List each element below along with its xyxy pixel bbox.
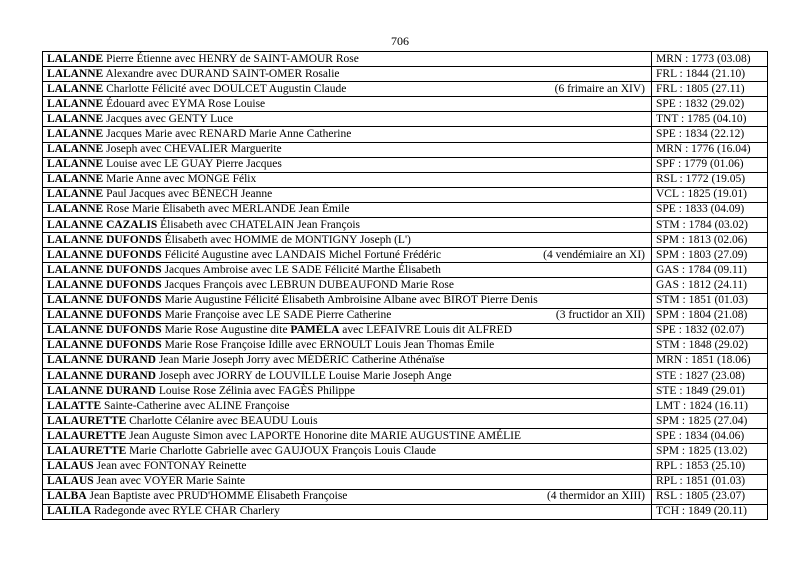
entry-cell xyxy=(43,112,652,127)
republican-date-note: (4 vendémiaire an XI) xyxy=(543,248,645,261)
reference-cell: SPM : 1803 (27.09) xyxy=(652,248,768,263)
entry-text: Charlotte Célanire avec BEAUDU Louis xyxy=(129,414,318,427)
entry-line xyxy=(47,113,647,126)
entry-names xyxy=(47,188,272,201)
entry-text: Sainte-Catherine avec ALINE Françoise xyxy=(103,399,290,412)
entry-names xyxy=(47,53,359,66)
reference-cell: FRL : 1805 (27.11) xyxy=(652,82,768,97)
entry-text: Élisabeth avec HOMME de MONTIGNY Joseph (L') xyxy=(164,233,411,246)
entry-names xyxy=(47,309,391,322)
surname: LALANNE DURAND xyxy=(47,384,156,397)
entry-names xyxy=(47,339,494,352)
entry-names xyxy=(47,370,452,383)
republican-date-note: (4 thermidor an XIII) xyxy=(546,490,645,503)
table-row xyxy=(43,384,768,399)
reference-cell: SPM : 1825 (13.02) xyxy=(652,444,768,459)
entry-line xyxy=(47,158,647,171)
surname: LALANNE xyxy=(47,82,104,95)
entry-cell xyxy=(43,429,652,444)
table-row xyxy=(43,504,768,519)
reference-cell: GAS : 1812 (24.11) xyxy=(652,278,768,293)
entry-line xyxy=(47,203,647,216)
reference-cell: TCH : 1849 (20.11) xyxy=(652,504,768,519)
entry-cell xyxy=(43,338,652,353)
entry-names xyxy=(47,234,411,247)
entry-text: Marie Charlotte Gabrielle avec GAUJOUX François Louis Claude xyxy=(129,444,437,457)
entry-text: Jean Auguste Simon avec LAPORTE Honorine dite MARIE AUGUSTINE AMÉLIE xyxy=(129,429,521,442)
entry-names xyxy=(47,415,318,428)
surname: LALANNE CAZALIS xyxy=(47,218,158,231)
surname: LALANNE DUFONDS xyxy=(47,248,162,261)
surname: LALANDE xyxy=(47,52,104,65)
surname: LALANNE xyxy=(47,128,104,141)
surname: LALBA xyxy=(47,490,87,503)
entry-text: Jacques avec GENTY Luce xyxy=(106,112,234,125)
entry-cell xyxy=(43,278,652,293)
entry-cell xyxy=(43,248,652,263)
entry-text: Charlotte Félicité avec DOULCET Augustin Claude xyxy=(106,82,347,95)
entry-text: Édouard avec EYMA Rose Louise xyxy=(106,97,266,110)
entry-line xyxy=(47,83,647,96)
entry-names xyxy=(47,173,256,186)
entry-line xyxy=(47,279,647,292)
surname: LALANNE xyxy=(47,143,104,156)
republican-date-note: (3 fructidor an XII) xyxy=(555,309,645,322)
entry-names xyxy=(47,445,436,458)
entry-text: Radegonde avec RYLE CHAR Charlery xyxy=(93,505,280,518)
entry-text: Paul Jacques avec BÉNECH Jeanne xyxy=(106,188,273,201)
table-row xyxy=(43,142,768,157)
table-row xyxy=(43,233,768,248)
entry-text: Jean Baptiste avec PRUD'HOMME Élisabeth Françoise xyxy=(89,490,348,503)
reference-cell: SPE : 1832 (29.02) xyxy=(652,97,768,112)
entry-names xyxy=(47,279,454,292)
entry-line xyxy=(47,219,647,232)
reference-cell: FRL : 1844 (21.10) xyxy=(652,67,768,82)
reference-cell: MRN : 1773 (03.08) xyxy=(652,52,768,67)
entry-cell xyxy=(43,459,652,474)
reference-cell: SPE : 1833 (04.09) xyxy=(652,202,768,217)
entry-cell xyxy=(43,399,652,414)
surname: LALANNE xyxy=(47,158,104,171)
entry-cell xyxy=(43,82,652,97)
surname: LALANNE DUFONDS xyxy=(47,233,162,246)
surname: LALANNE DUFONDS xyxy=(47,263,162,276)
table-row xyxy=(43,278,768,293)
surname: LALATTE xyxy=(47,399,102,412)
surname: LALAURETTE xyxy=(47,429,127,442)
entry-line xyxy=(47,98,647,111)
entry-line xyxy=(47,173,647,186)
entry-line xyxy=(47,53,647,66)
reference-cell: RPL : 1853 (25.10) xyxy=(652,459,768,474)
entry-text: Louise avec LE GUAY Pierre Jacques xyxy=(106,158,282,171)
entry-cell xyxy=(43,127,652,142)
surname: LALANNE DURAND xyxy=(47,369,156,382)
table-row xyxy=(43,112,768,127)
surname: LALANNE xyxy=(47,173,104,186)
entry-cell xyxy=(43,444,652,459)
reference-cell: GAS : 1784 (09.11) xyxy=(652,263,768,278)
page-number: 706 xyxy=(391,34,409,48)
entry-cell xyxy=(43,202,652,217)
table-row xyxy=(43,52,768,67)
table-row xyxy=(43,489,768,504)
surname: LALAURETTE xyxy=(47,444,127,457)
table-row xyxy=(43,444,768,459)
surname: LALANNE xyxy=(47,67,104,80)
table-row xyxy=(43,263,768,278)
entry-line xyxy=(47,68,647,81)
reference-cell: SPM : 1825 (27.04) xyxy=(652,414,768,429)
entry-names xyxy=(47,249,441,262)
reference-cell: TNT : 1785 (04.10) xyxy=(652,112,768,127)
table-row xyxy=(43,474,768,489)
surname: LALANNE DUFONDS xyxy=(47,294,162,307)
entry-names xyxy=(47,264,441,277)
entry-names xyxy=(47,460,247,473)
reference-cell: STM : 1848 (29.02) xyxy=(652,338,768,353)
table-row xyxy=(43,323,768,338)
table-row xyxy=(43,187,768,202)
reference-cell: SPF : 1779 (01.06) xyxy=(652,157,768,172)
entry-cell xyxy=(43,489,652,504)
entry-cell xyxy=(43,353,652,368)
entry-names xyxy=(47,400,290,413)
entry-cell xyxy=(43,233,652,248)
entry-cell xyxy=(43,172,652,187)
reference-cell: VCL : 1825 (19.01) xyxy=(652,187,768,202)
table-row xyxy=(43,202,768,217)
reference-cell: SPE : 1832 (02.07) xyxy=(652,323,768,338)
table-row xyxy=(43,414,768,429)
entry-line xyxy=(47,249,647,262)
reference-cell: STM : 1851 (01.03) xyxy=(652,293,768,308)
entry-line xyxy=(47,385,647,398)
entry-text: Jean Marie Joseph Jorry avec MÉDÉRIC Catherine Athénaïse xyxy=(158,354,445,367)
table-row xyxy=(43,218,768,233)
table-row xyxy=(43,172,768,187)
entry-text: Joseph avec JORRY de LOUVILLE Louise Marie Joseph Ange xyxy=(158,369,452,382)
surname: LALANNE DUFONDS xyxy=(47,309,162,322)
reference-cell: MRN : 1776 (16.04) xyxy=(652,142,768,157)
reference-cell: STE : 1827 (23.08) xyxy=(652,368,768,383)
reference-cell: STM : 1784 (03.02) xyxy=(652,218,768,233)
entry-cell xyxy=(43,142,652,157)
entry-names xyxy=(47,385,355,398)
entry-names xyxy=(47,430,521,443)
reference-cell: SPE : 1834 (22.12) xyxy=(652,127,768,142)
entry-line xyxy=(47,370,647,383)
marriage-register-table xyxy=(42,51,768,520)
table-row xyxy=(43,157,768,172)
reference-cell: RSL : 1772 (19.05) xyxy=(652,172,768,187)
reference-cell: RPL : 1851 (01.03) xyxy=(652,474,768,489)
entry-line xyxy=(47,309,647,322)
table-row xyxy=(43,82,768,97)
entry-text: Jacques Marie avec RENARD Marie Anne Catherine xyxy=(106,128,352,141)
table-row xyxy=(43,127,768,142)
entry-names xyxy=(47,219,360,232)
surname: LALANNE DUFONDS xyxy=(47,339,162,352)
entry-cell xyxy=(43,187,652,202)
reference-cell: SPM : 1804 (21.08) xyxy=(652,308,768,323)
surname: LALANNE xyxy=(47,97,104,110)
surname: LALANNE DUFONDS xyxy=(47,278,162,291)
table-row xyxy=(43,353,768,368)
table-row xyxy=(43,429,768,444)
entry-text: Marie Augustine Félicité Élisabeth Ambroisine Albane avec BIROT Pierre Denis xyxy=(164,294,538,307)
entry-line xyxy=(47,460,647,473)
entry-text: Jean avec FONTONAY Reinette xyxy=(96,460,247,473)
surname: LALANNE xyxy=(47,203,104,216)
surname: LALAUS xyxy=(47,475,94,488)
entry-names xyxy=(47,294,538,307)
table-row xyxy=(43,248,768,263)
entry-cell xyxy=(43,308,652,323)
entry-line xyxy=(47,354,647,367)
surname: LALANNE xyxy=(47,112,104,125)
surname: LALANNE xyxy=(47,188,104,201)
table-row xyxy=(43,338,768,353)
entry-text: Alexandre avec DURAND SAINT-OMER Rosalie xyxy=(105,67,340,80)
entry-line xyxy=(47,490,647,503)
entry-cell xyxy=(43,474,652,489)
entry-text: Élisabeth avec CHATELAIN Jean François xyxy=(160,218,361,231)
entry-names xyxy=(47,68,340,81)
surname: LALANNE DURAND xyxy=(47,354,156,367)
table-row xyxy=(43,293,768,308)
entry-text: Marie Françoise avec LE SADE Pierre Catherine xyxy=(164,309,392,322)
entry-names xyxy=(47,128,351,141)
alias: PAMÉLA xyxy=(290,324,340,337)
entry-text-continued: avec LEFAIVRE Louis dit ALFRED xyxy=(342,324,512,337)
entry-line xyxy=(47,324,647,337)
table-row xyxy=(43,399,768,414)
republican-date-note: (6 frimaire an XIV) xyxy=(554,82,645,95)
entry-text: Marie Anne avec MONGE Félix xyxy=(106,173,257,186)
entry-line xyxy=(47,400,647,413)
entry-cell xyxy=(43,97,652,112)
reference-cell: LMT : 1824 (16.11) xyxy=(652,399,768,414)
table-row xyxy=(43,308,768,323)
surname: LALANNE DUFONDS xyxy=(47,324,162,337)
table-row xyxy=(43,97,768,112)
entry-cell xyxy=(43,218,652,233)
table-row xyxy=(43,459,768,474)
entry-text: Marie Rose Augustine dite xyxy=(164,324,288,337)
entry-names xyxy=(47,324,512,337)
entry-line xyxy=(47,505,647,518)
entry-names xyxy=(47,490,347,503)
entry-line xyxy=(47,143,647,156)
entry-names xyxy=(47,83,346,96)
table-row xyxy=(43,368,768,383)
entry-line xyxy=(47,339,647,352)
entry-line xyxy=(47,475,647,488)
entry-names xyxy=(47,203,349,216)
entry-cell xyxy=(43,384,652,399)
register-body xyxy=(43,52,768,520)
entry-names xyxy=(47,98,265,111)
entry-text: Jean avec VOYER Marie Sainte xyxy=(96,475,246,488)
entry-cell xyxy=(43,414,652,429)
entry-line xyxy=(47,430,647,443)
table-row xyxy=(43,67,768,82)
entry-cell xyxy=(43,263,652,278)
entry-line xyxy=(47,188,647,201)
surname: LALAUS xyxy=(47,460,94,473)
entry-text: Jacques Ambroise avec LE SADE Félicité Marthe Élisabeth xyxy=(164,263,441,276)
entry-cell xyxy=(43,67,652,82)
entry-cell xyxy=(43,293,652,308)
entry-names xyxy=(47,143,282,156)
entry-line xyxy=(47,445,647,458)
entry-names xyxy=(47,354,445,367)
entry-line xyxy=(47,128,647,141)
entry-text: Jacques François avec LEBRUN DUBEAUFOND Marie Rose xyxy=(164,278,454,291)
reference-cell: RSL : 1805 (23.07) xyxy=(652,489,768,504)
entry-text: Rose Marie Élisabeth avec MERLANDE Jean Émile xyxy=(106,203,350,216)
entry-line xyxy=(47,234,647,247)
entry-cell xyxy=(43,368,652,383)
entry-text: Félicité Augustine avec LANDAIS Michel Fortuné Frédéric xyxy=(164,248,442,261)
entry-line xyxy=(47,415,647,428)
entry-line xyxy=(47,294,647,307)
entry-cell xyxy=(43,52,652,67)
entry-text: Louise Rose Zélinia avec FAGÈS Philippe xyxy=(158,384,356,397)
entry-names xyxy=(47,475,245,488)
reference-cell: SPE : 1834 (04.06) xyxy=(652,429,768,444)
entry-cell xyxy=(43,504,652,519)
reference-cell: STE : 1849 (29.01) xyxy=(652,384,768,399)
entry-text: Marie Rose Françoise Idille avec ERNOULT Louis Jean Thomas Émile xyxy=(164,339,495,352)
entry-names xyxy=(47,113,233,126)
entry-cell xyxy=(43,157,652,172)
surname: LALAURETTE xyxy=(47,414,127,427)
surname: LALILA xyxy=(47,505,92,518)
entry-names xyxy=(47,158,282,171)
entry-text: Joseph avec CHEVALIER Marguerite xyxy=(106,143,282,156)
entry-text: Pierre Étienne avec HENRY de SAINT-AMOUR Rose xyxy=(106,52,359,65)
entry-line xyxy=(47,264,647,277)
reference-cell: MRN : 1851 (18.06) xyxy=(652,353,768,368)
entry-cell xyxy=(43,323,652,338)
entry-names xyxy=(47,505,280,518)
reference-cell: SPM : 1813 (02.06) xyxy=(652,233,768,248)
